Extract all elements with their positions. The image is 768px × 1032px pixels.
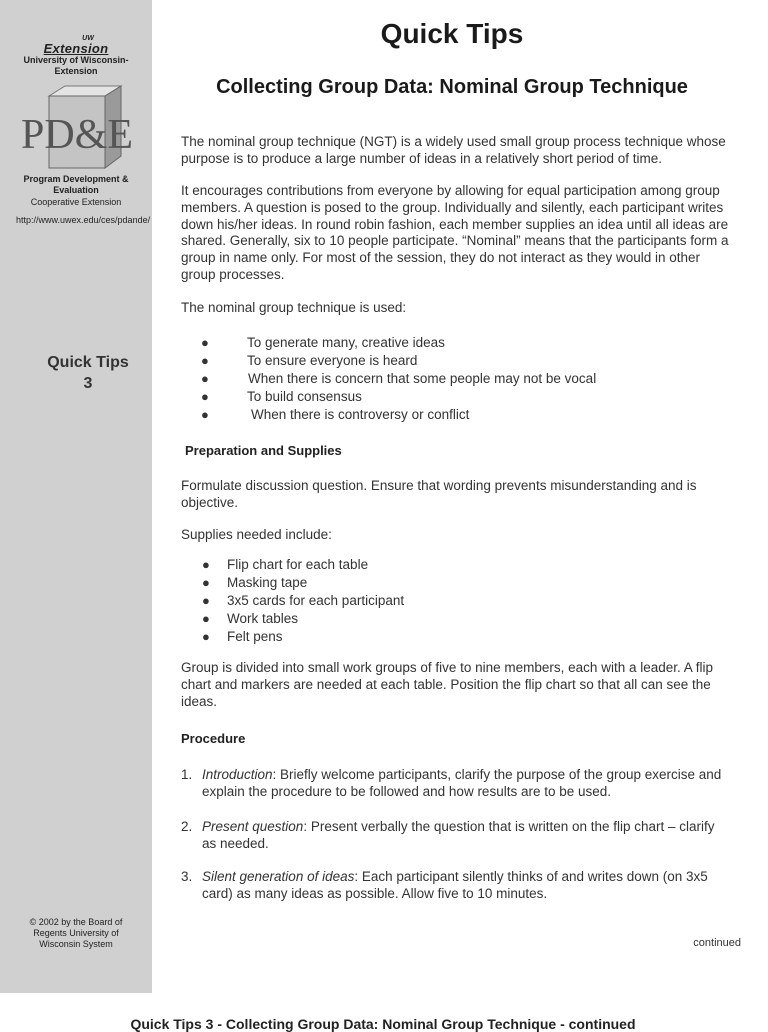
bullet-icon: ●	[202, 611, 210, 626]
sidebar-quick-tips-label: Quick Tips	[47, 354, 129, 371]
preparation-paragraph: Formulate discussion question. Ensure that wording prevents misunderstanding and is objective.	[181, 478, 697, 510]
pde-cube-logo	[20, 86, 134, 170]
description-paragraph: It encourages contributions from everyone by allowing for equal participation among group members. A question is posed to the group. Individually and silently, each participant writes down his/her ideas. In round robin fashion, each member supplies an idea until all ideas are shared. Generally, six to 10 people participate. “Nominal” means that the participants form a group in name only. For most of the session, they do not interact as they would in other group processes.	[181, 183, 729, 282]
university-name: University of Wisconsin-Extension	[23, 55, 129, 76]
group-paragraph: Group is divided into small work groups of five to nine members, each with a leader. A flip chart and markers are needed at each table. Position the flip chart so that all can see the ideas.	[181, 660, 714, 709]
copyright-notice: © 2002 by the Board of Regents University of Wisconsin System	[29, 917, 123, 949]
step-title: Silent generation of ideas	[202, 869, 355, 884]
sidebar-quick-tips-number: 3	[83, 375, 93, 392]
page-footer: Quick Tips 3 - Collecting Group Data: Nominal Group Technique - continued	[130, 1016, 636, 1032]
preparation-heading: Preparation and Supplies	[185, 443, 342, 458]
bullet-icon: ●	[202, 557, 210, 572]
bullet-icon: ●	[201, 371, 209, 386]
pde-logo-text: PD&E	[20, 112, 134, 158]
step-title: Introduction	[202, 767, 273, 782]
unit-url-link[interactable]: http://www.uwex.edu/ces/pdande/	[16, 215, 151, 225]
bullet-icon: ●	[202, 575, 210, 590]
logo-extension-text: Extension	[43, 41, 109, 56]
unit-subtitle: Cooperative Extension	[30, 197, 122, 207]
procedure-heading: Procedure	[181, 731, 246, 746]
bullet-icon: ●	[201, 407, 209, 422]
logo-uw-text: UW	[82, 35, 94, 42]
bullet-icon: ●	[202, 593, 210, 608]
unit-name: Program Development & Evaluation	[23, 174, 129, 195]
step-title: Present question	[202, 819, 304, 834]
intro-paragraph: The nominal group technique (NGT) is a widely used small group process technique whose purpose is to produce a large number of ideas in a relatively short period of time.	[181, 134, 726, 166]
bullet-icon: ●	[201, 389, 209, 404]
page-title: Quick Tips	[380, 18, 524, 49]
supplies-intro: Supplies needed include:	[181, 527, 332, 542]
bullet-icon: ●	[201, 335, 209, 350]
uses-intro: The nominal group technique is used:	[181, 300, 407, 315]
bullet-icon: ●	[201, 353, 209, 368]
bullet-icon: ●	[202, 629, 210, 644]
page-subtitle: Collecting Group Data: Nominal Group Technique	[216, 76, 688, 98]
continued-label: continued	[693, 937, 741, 949]
